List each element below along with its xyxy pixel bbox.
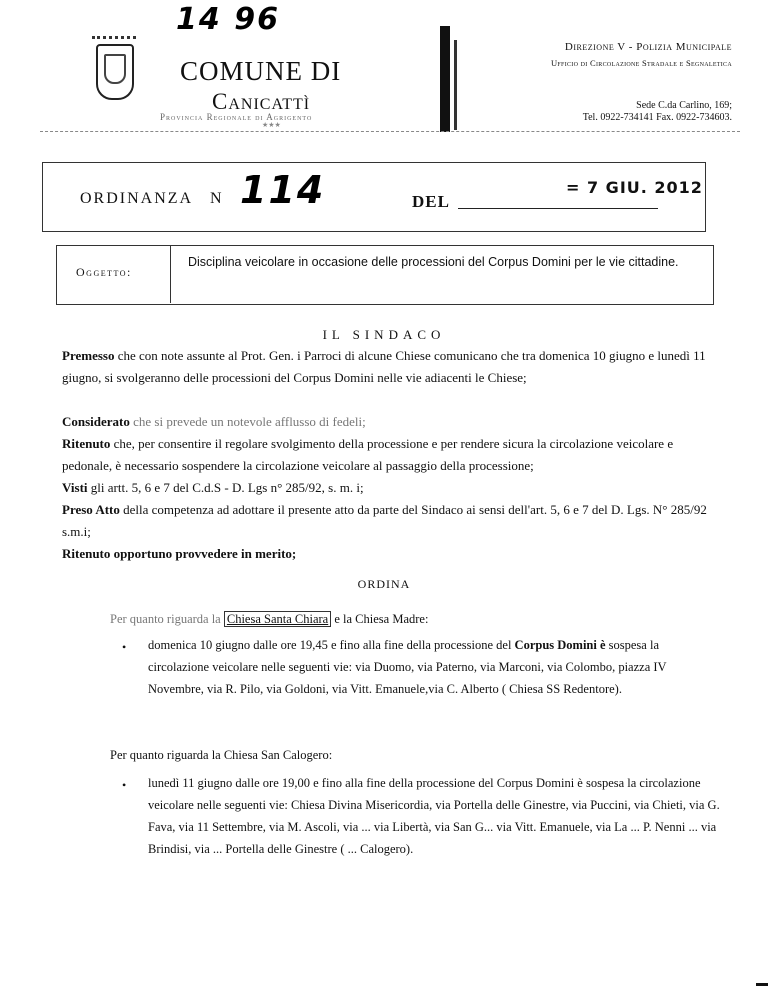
header-divider-thick bbox=[440, 26, 450, 132]
stars-ornament: ★★★ bbox=[262, 121, 281, 129]
ordinanza-label: ORDINANZA bbox=[80, 190, 194, 207]
page-edge-mark bbox=[756, 983, 768, 986]
phone-fax: Tel. 0922-734141 Fax. 0922-734603. bbox=[582, 112, 732, 123]
city-name: Canicattì bbox=[212, 89, 311, 114]
premise-text: gli artt. 5, 6 e 7 del C.d.S - D. Lgs n° 285/92, s. m. i; bbox=[87, 480, 364, 495]
section1-text-b: Corpus Domini è bbox=[514, 638, 606, 652]
ordina-heading: ORDINA bbox=[357, 577, 411, 591]
provincia-label: Provincia Regionale di Agrigento bbox=[160, 112, 313, 122]
bullet-icon: • bbox=[122, 640, 127, 654]
direzione-label: Direzione V - Polizia Municipale bbox=[564, 41, 732, 53]
premise-lead: Premesso bbox=[62, 348, 115, 363]
chiesa-santa-chiara-box: Chiesa Santa Chiara bbox=[224, 611, 331, 627]
premise-5 bbox=[62, 499, 722, 543]
section2-heading bbox=[110, 748, 332, 763]
section1-heading bbox=[110, 612, 428, 627]
oggetto-text: Disciplina veicolare in occasione delle processioni del Corpus Domini per le vie cittadine. bbox=[188, 255, 679, 269]
section2-text: lunedì 11 giugno dalle ore 19,00 e fino alla fine della processione del Corpus Domini è sospesa la circolazione veicolare nelle seguenti vie: Chiesa Divina Misericordia, via Portella delle Ginestre, via Puccini, via Chieti, via G. Fava, via 11 Settembre, via M. Ascoli, via ... via Libertà, via San G... via Vitt. Emanuele, via La ... P. Nenni ... via Brindisi, via ... Portella delle Ginestre ( ... Calogero). bbox=[148, 776, 720, 856]
premise-text: opportuno provvedere in merito; bbox=[110, 546, 297, 561]
premise-2 bbox=[62, 411, 722, 433]
date-line bbox=[458, 208, 658, 209]
ufficio-label: Ufficio di Circolazione Stradale e Segnaletica bbox=[550, 58, 732, 68]
ordinanza-n-label: N bbox=[210, 190, 222, 207]
premise-6 bbox=[62, 543, 722, 565]
premise-lead: Visti bbox=[62, 480, 88, 495]
section2-heading-text: Per quanto riguarda la Chiesa San Calogero: bbox=[110, 748, 333, 762]
del-label: DEL bbox=[412, 192, 450, 211]
ordinanza-number: 114 bbox=[240, 168, 326, 212]
section1-text bbox=[148, 634, 720, 700]
premise-lead: Preso Atto bbox=[62, 502, 120, 517]
municipal-crest-icon bbox=[96, 44, 134, 100]
il-sindaco-heading: IL SINDACO bbox=[322, 327, 446, 342]
comune-title: COMUNE DI bbox=[180, 56, 342, 86]
header-rule bbox=[40, 131, 740, 132]
address: Sede C.da Carlino, 169; bbox=[636, 100, 732, 111]
premise-lead: Ritenuto bbox=[62, 436, 111, 451]
premise-text: che, per consentire il regolare svolgimento della processione e per rendere sicura la circolazione veicolare e pedonale, è necessario sospendere la circolazione veicolare al passaggio della processione; bbox=[62, 436, 674, 473]
header-divider-thin bbox=[454, 40, 457, 130]
premise-1 bbox=[62, 345, 722, 389]
section1-prefix: Per quanto riguarda la bbox=[110, 612, 221, 626]
premise-text: della competenza ad adottare il presente atto da parte del Sindaco ai sensi dell'art. 5, 6 e 7 del D. Lgs. N° 285/92 s.m.i; bbox=[62, 502, 707, 539]
bullet-icon: • bbox=[122, 778, 127, 792]
oggetto-label: Oggetto: bbox=[76, 265, 132, 279]
oggetto-box bbox=[56, 245, 714, 305]
oggetto-separator bbox=[170, 245, 171, 303]
premise-4 bbox=[62, 477, 722, 499]
premise-lead: Ritenuto bbox=[62, 546, 111, 561]
premise-text: che con note assunte al Prot. Gen. i Parroci di alcune Chiese comunicano che tra domenica 10 giugno e lunedì 11 giugno, si svolgeranno delle processioni del Corpus Domini nelle vie adiacenti le Chiese; bbox=[62, 348, 706, 385]
premise-3 bbox=[62, 433, 722, 477]
section1-text-a: domenica 10 giugno dalle ore 19,45 e fino alla fine della processione del bbox=[148, 638, 515, 652]
section1-text-c: sospesa la circolazione veicolare nelle seguenti vie: via Duomo, via Paterno, via Marconi, via Colombo, piazza IV Novembre, via R. Pilo, via Goldoni, via Vitt. Emanuele,via C. Alberto ( Chiesa SS Redentore). bbox=[148, 638, 667, 696]
ordinanza-date-stamp: = 7 GIU. 2012 bbox=[566, 178, 703, 197]
handwritten-protocol-number: 14 96 bbox=[176, 2, 280, 37]
premise-text: che si prevede un notevole afflusso di fedeli; bbox=[129, 414, 366, 429]
section1-suffix: e la Chiesa Madre: bbox=[331, 612, 429, 626]
premise-lead: Considerato bbox=[62, 414, 130, 429]
